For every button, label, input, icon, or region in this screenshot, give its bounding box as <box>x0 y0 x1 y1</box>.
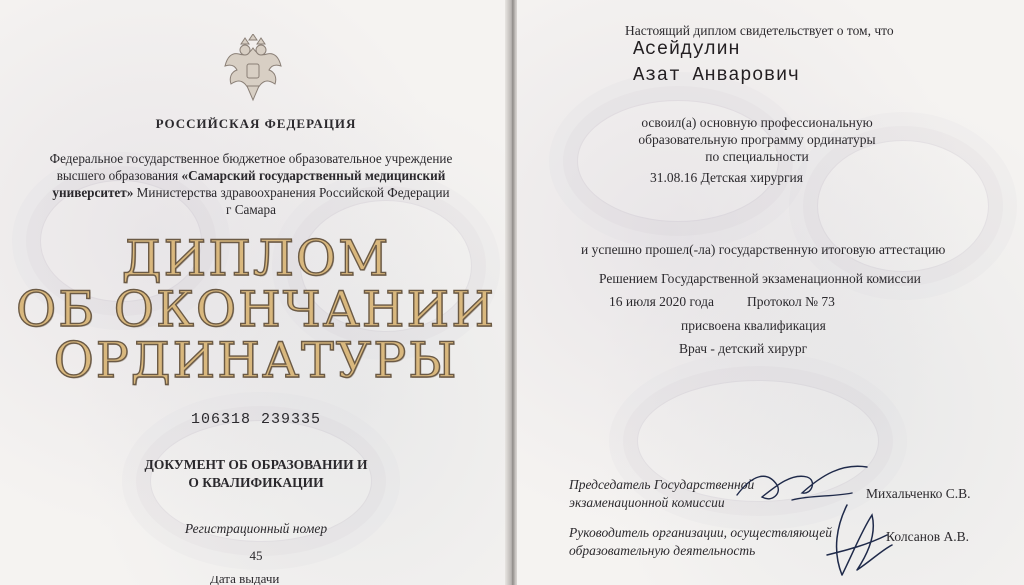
document-type <box>0 456 512 492</box>
qualification-label: присвоена квалификация <box>681 318 826 333</box>
attestation-text: и успешно прошел(-ла) государственную итоговую аттестацию <box>581 242 946 257</box>
institution-name <box>22 150 480 218</box>
coat-of-arms-icon <box>221 34 285 104</box>
decision-date: 16 июля 2020 года <box>609 294 714 309</box>
program-statement <box>577 114 937 165</box>
statement-line: освоил(а) основную профессиональную <box>641 115 873 130</box>
director-role <box>569 524 832 560</box>
institution-text: высшего образования <box>56 168 182 183</box>
institution-bold-name: «Самарский государственный медицинский <box>181 168 446 183</box>
role-line: Председатель Государственной <box>569 477 755 492</box>
handwritten-signature-2 <box>817 495 897 585</box>
partial-text: Дата выдачи <box>210 576 280 585</box>
graduate-surname: Асейдулин <box>633 38 741 60</box>
director-name: Колсанов А.В. <box>886 529 970 544</box>
statement-line: по специальности <box>705 149 809 164</box>
protocol-number: Протокол № 73 <box>747 294 835 309</box>
institution-line <box>22 184 480 201</box>
title-line: ОРДИНАТУРЫ <box>53 332 459 389</box>
statement-line: образовательную программу ординатуры <box>638 132 876 147</box>
commission-decision: Решением Государственной экзаменационной комиссии <box>599 271 921 286</box>
serial-number: 106318 239335 <box>190 411 322 428</box>
institution-text: Министерства здравоохранения Российской Федерации <box>133 185 450 200</box>
role-line: экзаменационной комиссии <box>569 495 725 510</box>
institution-line: Федеральное государственное бюджетное образовательное учреждение <box>49 151 453 166</box>
chairman-name: Михальченко С.В. <box>866 486 971 501</box>
registration-number: 45 <box>249 548 263 563</box>
role-line: Руководитель организации, осуществляющей <box>569 525 832 540</box>
diploma-title <box>0 230 512 389</box>
right-page <box>517 0 1024 585</box>
doc-type-line: О КВАЛИФИКАЦИИ <box>188 475 324 490</box>
chairman-role <box>569 476 754 512</box>
country-name: РОССИЙСКАЯ ФЕДЕРАЦИЯ <box>155 116 357 131</box>
institution-bold-name: университет» <box>52 185 134 200</box>
specialty: 31.08.16 Детская хирургия <box>650 170 803 185</box>
title-line: ОБ ОКОНЧАНИИ <box>16 281 496 338</box>
role-line: образовательную деятельность <box>569 543 756 558</box>
institution-line <box>22 167 480 184</box>
doc-type-line: ДОКУМЕНТ ОБ ОБРАЗОВАНИИ И <box>144 457 368 472</box>
intro-text: Настоящий диплом свидетельствует о том, что <box>625 23 894 38</box>
graduate-given-names: Азат Анварович <box>633 64 800 86</box>
registration-label: Регистрационный номер <box>184 521 328 536</box>
qualification: Врач - детский хирург <box>679 341 808 356</box>
title-line: ДИПЛОМ <box>121 230 391 287</box>
cut-off-text <box>210 576 300 585</box>
institution-city: г Самара <box>226 202 276 217</box>
